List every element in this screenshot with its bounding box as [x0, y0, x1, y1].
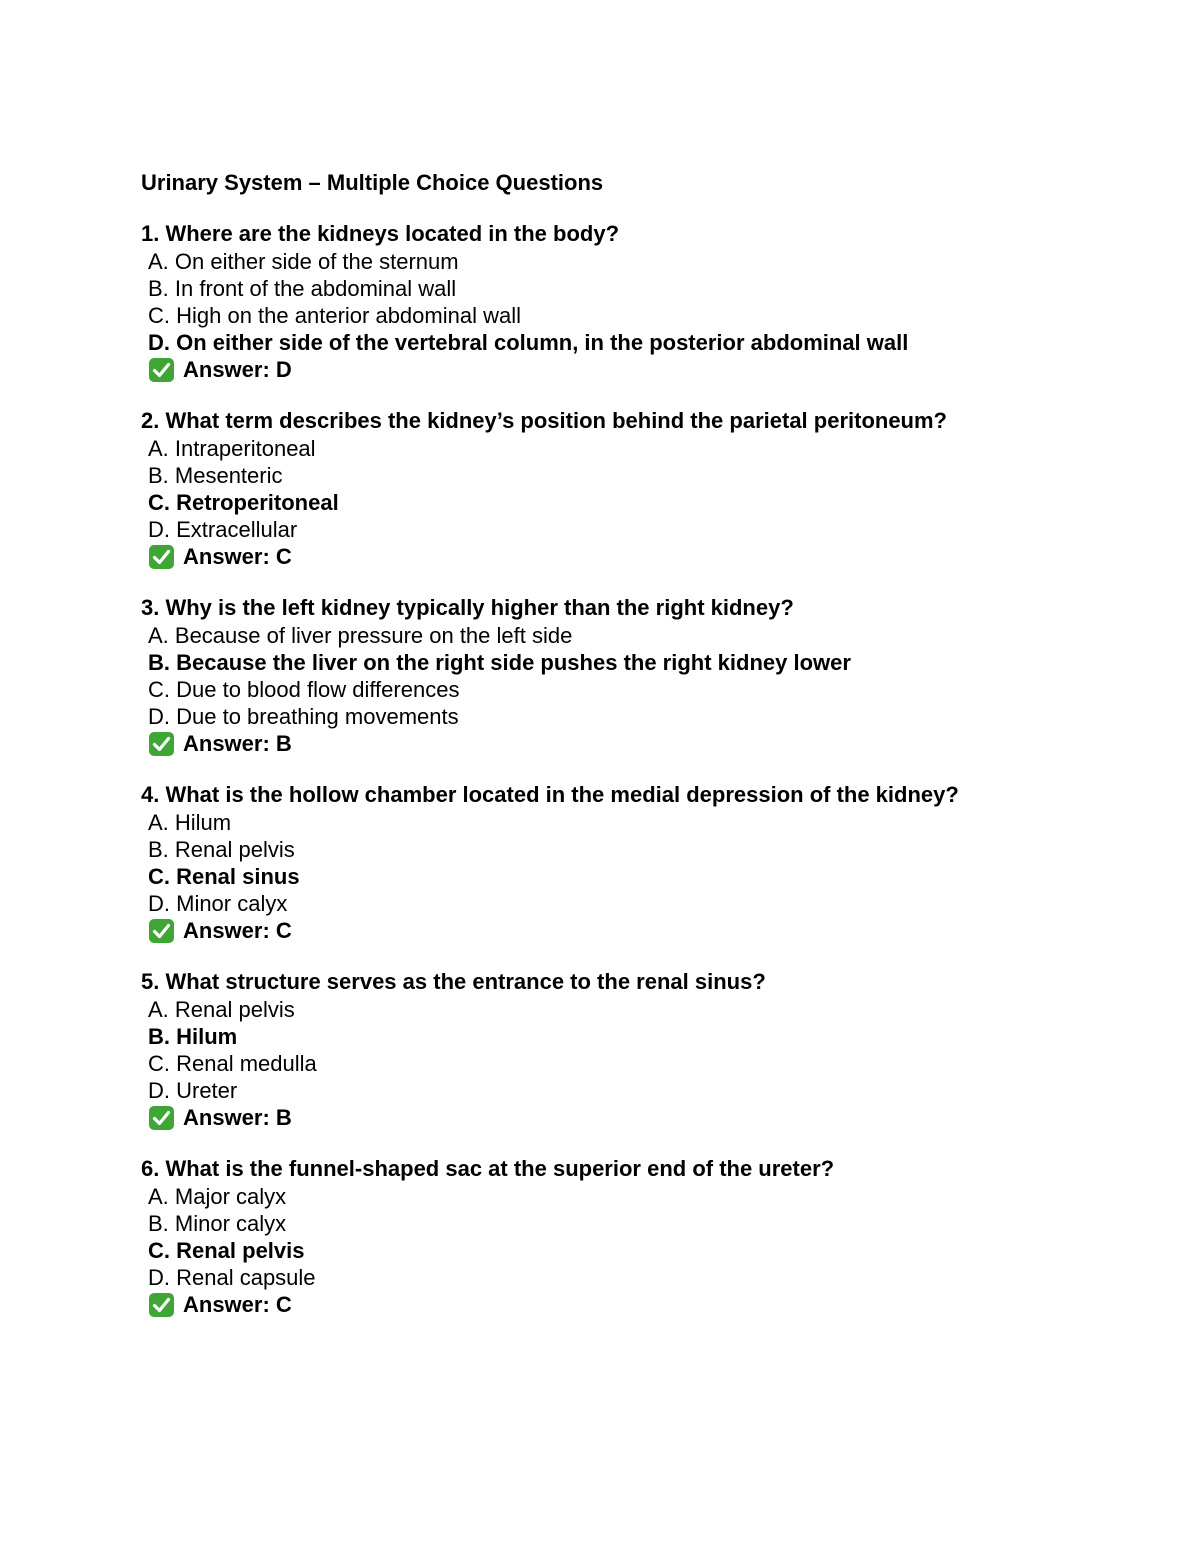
- question-text: 3. Why is the left kidney typically higher than the right kidney?: [141, 595, 794, 620]
- answer-option: A. Because of liver pressure on the left side: [148, 623, 573, 648]
- answer-text: Answer: C: [183, 544, 292, 569]
- check-mark-icon: [148, 1106, 175, 1130]
- question-list: [141, 197, 1101, 1319]
- check-mark-icon: [148, 358, 175, 382]
- correct-option: C. Renal pelvis: [148, 1238, 305, 1263]
- question-spacer: [141, 197, 1101, 219]
- correct-option: C. Retroperitoneal: [148, 490, 339, 515]
- question-spacer: [141, 945, 1101, 967]
- check-mark-icon: [148, 732, 175, 756]
- answer-option: D. Extracellular: [148, 517, 298, 542]
- answer-option: C. Due to blood flow differences: [148, 677, 460, 702]
- answer-text: Answer: D: [183, 357, 292, 382]
- question-text: 6. What is the funnel-shaped sac at the superior end of the ureter?: [141, 1156, 835, 1181]
- answer-text: Answer: C: [183, 918, 292, 943]
- answer-line: [141, 1291, 1101, 1319]
- answer-option: C. Renal medulla: [148, 1051, 317, 1076]
- question-block: [141, 219, 1101, 384]
- answer-option: D. Due to breathing movements: [148, 704, 459, 729]
- check-mark-icon: [148, 919, 175, 943]
- answer-line: [141, 730, 1101, 758]
- answer-option: A. On either side of the sternum: [148, 249, 459, 274]
- question-block: [141, 1154, 1101, 1319]
- question-block: [141, 593, 1101, 758]
- answer-option: A. Major calyx: [148, 1184, 287, 1209]
- correct-option: B. Hilum: [148, 1024, 238, 1049]
- question-spacer: [141, 758, 1101, 780]
- question-spacer: [141, 384, 1101, 406]
- check-mark-icon: [148, 1293, 175, 1317]
- question-text: 1. Where are the kidneys located in the body?: [141, 221, 620, 246]
- answer-option: B. Minor calyx: [148, 1211, 287, 1236]
- answer-text: Answer: B: [183, 731, 292, 756]
- answer-option: C. High on the anterior abdominal wall: [148, 303, 521, 328]
- answer-line: [141, 543, 1101, 571]
- question-text: 2. What term describes the kidney’s position behind the parietal peritoneum?: [141, 408, 947, 433]
- question-spacer: [141, 571, 1101, 593]
- answer-option: D. Ureter: [148, 1078, 238, 1103]
- question-block: [141, 406, 1101, 571]
- question-block: [141, 967, 1101, 1132]
- answer-option: B. In front of the abdominal wall: [148, 276, 457, 301]
- answer-line: [141, 356, 1101, 384]
- correct-option: C. Renal sinus: [148, 864, 300, 889]
- document-title: Urinary System – Multiple Choice Questions: [141, 170, 604, 195]
- answer-text: Answer: C: [183, 1292, 292, 1317]
- answer-option: A. Hilum: [148, 810, 232, 835]
- answer-text: Answer: B: [183, 1105, 292, 1130]
- correct-option: B. Because the liver on the right side pushes the right kidney lower: [148, 650, 851, 675]
- question-text: 4. What is the hollow chamber located in the medial depression of the kidney?: [141, 782, 959, 807]
- answer-option: B. Mesenteric: [148, 463, 283, 488]
- question-text: 5. What structure serves as the entrance to the renal sinus?: [141, 969, 766, 994]
- question-spacer: [141, 1132, 1101, 1154]
- answer-option: A. Intraperitoneal: [148, 436, 316, 461]
- answer-line: [141, 1104, 1101, 1132]
- check-mark-icon: [148, 545, 175, 569]
- answer-option: D. Minor calyx: [148, 891, 288, 916]
- document-page: [141, 168, 1101, 1319]
- question-block: [141, 780, 1101, 945]
- answer-option: A. Renal pelvis: [148, 997, 295, 1022]
- answer-option: D. Renal capsule: [148, 1265, 316, 1290]
- answer-line: [141, 917, 1101, 945]
- answer-option: B. Renal pelvis: [148, 837, 295, 862]
- correct-option: D. On either side of the vertebral column, in the posterior abdominal wall: [148, 330, 909, 355]
